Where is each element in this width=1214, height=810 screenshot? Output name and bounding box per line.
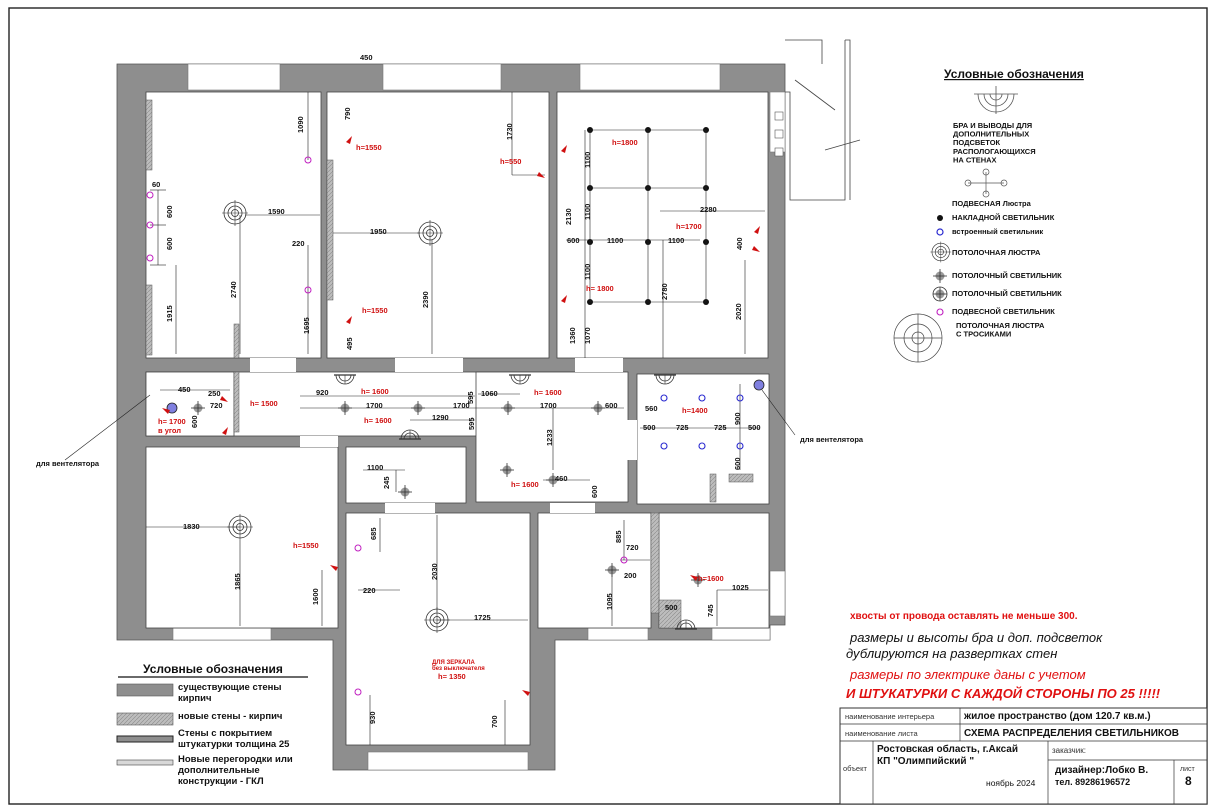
sheet-number: 8 [1185, 774, 1192, 788]
pendant-light-icon [937, 309, 943, 315]
dimension-label: 1865 [233, 573, 242, 590]
dimension-label: без выключателя [432, 666, 485, 672]
dimension-label: 920 [316, 388, 329, 397]
sheet-label: наименование листа [845, 729, 918, 738]
dimension-label: 595 [467, 417, 476, 430]
note-plaster-2: И ШТУКАТУРКИ С КАЖДОЙ СТОРОНЫ ПО 25 !!!!! [846, 686, 1161, 701]
new-wall-swatch [117, 713, 173, 725]
note-sconce-dims-2: дублируются на развертках стен [846, 646, 1058, 661]
dimension-label: 885 [614, 530, 623, 543]
legend-right-label: ПОДСВЕТОК [953, 138, 1001, 148]
dimension-label: 1095 [605, 593, 614, 610]
dimension-label: 1950 [370, 227, 387, 236]
ceiling-light-ring-icon [933, 287, 947, 301]
ceiling-chandelier-icon [930, 242, 951, 263]
dimension-label: 450 [360, 53, 373, 62]
dimension-label: 600 [165, 237, 174, 250]
dimension-label: h=1550 [362, 306, 388, 315]
legend-right-label: ПОТОЛОЧНАЯ ЛЮСТРА [956, 321, 1045, 330]
dimension-label: h=1700 [676, 222, 702, 231]
dimension-label: 2130 [564, 208, 573, 225]
legend-right-title: Условные обозначения [944, 67, 1084, 81]
interior-label: наименование интерьера [845, 712, 935, 721]
dimension-label: h= 1600 [511, 480, 539, 489]
sheet-number-label: лист [1180, 766, 1195, 773]
dimension-label: 685 [369, 527, 378, 540]
dimension-label: h=1600 [698, 574, 724, 583]
legend-right-label: ПОТОЛОЧНАЯ ЛЮСТРА [952, 248, 1041, 257]
dimension-label: 400 [735, 237, 744, 250]
wall-sconce-icon [974, 86, 1018, 114]
legend-right-label: встроенный светильник [952, 227, 1044, 236]
dimension-label: 1590 [268, 207, 285, 216]
dimension-label: 60 [152, 180, 161, 189]
dimension-label: 1025 [732, 583, 749, 592]
dimension-label: 1100 [668, 236, 685, 245]
dimension-label: h=1800 [612, 138, 638, 147]
existing-wall-swatch [117, 684, 173, 696]
legend-left-label: конструкции - ГКЛ [178, 776, 264, 787]
date: ноябрь 2024 [986, 778, 1036, 788]
dimension-label: 1090 [296, 116, 305, 133]
dimension-label: 1700 [453, 401, 470, 410]
dimension-label: 245 [382, 476, 391, 489]
dimension-label: 1100 [583, 263, 592, 280]
gkl-wall-swatch [117, 760, 173, 765]
dimension-label: 500 [665, 603, 678, 612]
fan-label-right: для вентелятора [800, 435, 864, 444]
note-plaster-1: размеры по электрике даны с учетом [850, 667, 1086, 682]
dimension-label: 700 [490, 715, 499, 728]
dimension-label: 1100 [583, 151, 592, 168]
title-block [840, 708, 1207, 804]
dimension-label: 500 [643, 423, 656, 432]
dimension-label: 900 [733, 412, 742, 425]
dimension-label: 1830 [183, 522, 200, 531]
dimension-label: 2780 [660, 283, 669, 300]
legend-left-label: существующие стены [178, 682, 282, 693]
dimension-label: 725 [676, 423, 689, 432]
dimension-label: 200 [624, 571, 637, 580]
dimension-label: 600 [733, 457, 742, 470]
dimension-label: 250 [208, 389, 221, 398]
dimension-label: 1600 [311, 588, 320, 605]
legend-right-label: НА СТЕНАХ [953, 155, 997, 165]
dimension-label: h= 1800 [586, 284, 614, 293]
legend-right-label: ПОДВЕСНАЯ Люстра [952, 199, 1031, 208]
note-wire-tails: хвосты от провода оставлять не меньше 300. [850, 611, 1078, 622]
dimension-label: 1700 [366, 401, 383, 410]
dimension-label: h=1550 [293, 541, 319, 550]
dimension-label: 2390 [421, 291, 430, 308]
phone: тел. 89286196572 [1055, 777, 1131, 787]
legend-right [894, 67, 1084, 362]
exterior-outline [785, 40, 860, 200]
legend-left-label: Стены с покрытием [178, 728, 273, 739]
legend-right-label: С ТРОСИКАМИ [956, 329, 1012, 339]
room-bathroom [637, 374, 769, 504]
dimension-label: 720 [210, 401, 223, 410]
legend-left-label: штукатурки толщина 25 [178, 739, 290, 750]
dimension-label: ДЛЯ ЗЕРКАЛА [432, 660, 475, 666]
object-line-2: КП "Олимпийский " [877, 756, 975, 767]
dimension-label: 1290 [432, 413, 449, 422]
dimension-label: 790 [343, 107, 352, 120]
legend-left-title: Условные обозначения [143, 662, 283, 676]
client-label: заказчик: [1052, 746, 1086, 755]
legend-left-label: Новые перегородки или [178, 754, 293, 765]
surface-light-icon [937, 215, 943, 221]
object-label: объект [843, 764, 867, 773]
dimension-label: 1915 [165, 305, 174, 322]
dimension-label: 2740 [229, 281, 238, 298]
object-line-1: Ростовская область, г.Аксай [877, 744, 1019, 755]
dimension-label: 595 [466, 391, 475, 404]
dimension-label: 1070 [583, 327, 592, 344]
legend-left-label: кирпич [178, 693, 212, 704]
dimension-label: 745 [706, 604, 715, 617]
dimension-label: 600 [165, 205, 174, 218]
dimension-label: 930 [368, 711, 377, 724]
recessed-light-icon [937, 229, 943, 235]
cable-chandelier-icon [894, 314, 942, 362]
fan-label-left: для вентелятора [36, 459, 100, 468]
dimension-label: 220 [292, 239, 305, 248]
dimension-label: 220 [363, 586, 376, 595]
dimension-label: 1100 [367, 463, 384, 472]
legend-right-label: ДОПОЛНИТЕЛЬНЫХ [953, 129, 1030, 139]
dimension-label: 460 [555, 474, 568, 483]
dimension-label: h= 1700 [158, 417, 186, 426]
dimension-label: 500 [748, 423, 761, 432]
dimension-label: 720 [626, 543, 639, 552]
ceiling-light-cross-icon [933, 269, 947, 283]
dimension-label: 1730 [505, 123, 514, 140]
legend-right-label: РАСПОЛОГАЮЩИХСЯ [953, 146, 1036, 156]
dimension-label: 1060 [481, 389, 498, 398]
legend-left-label: дополнительные [178, 765, 260, 776]
dimension-label: 725 [714, 423, 727, 432]
dimension-label: 2020 [734, 303, 743, 320]
legend-right-label: ПОТОЛОЧНЫЙ СВЕТИЛЬНИК [952, 289, 1062, 298]
dimension-label: 495 [345, 337, 354, 350]
dimension-label: h=550 [500, 157, 522, 166]
dimension-label: h=1400 [682, 406, 708, 415]
dimension-label: h= 1600 [361, 387, 389, 396]
legend-right-label: БРА И ВЫВОДЫ ДЛЯ [953, 121, 1033, 130]
dimension-label: 1360 [568, 327, 577, 344]
dimension-label: 1695 [302, 317, 311, 334]
dimension-label: h= 1600 [364, 416, 392, 425]
dimension-label: 600 [567, 236, 580, 245]
rooms [146, 92, 769, 745]
dimension-label: h= 1600 [534, 388, 562, 397]
dimension-label: 1700 [540, 401, 557, 410]
dimension-label: 1100 [583, 203, 592, 220]
dimension-label: 600 [590, 485, 599, 498]
dimension-label: 600 [605, 401, 618, 410]
dimension-label: в угол [158, 426, 182, 435]
dimension-label: 560 [645, 404, 658, 413]
room-bedroom-3 [346, 513, 530, 745]
legend-right-label: НАКЛАДНОЙ СВЕТИЛЬНИК [952, 213, 1055, 222]
dimension-label: h= 1350 [438, 672, 466, 681]
note-sconce-dims-1: размеры и высоты бра и доп. подсветок [850, 630, 1103, 645]
pendant-chandelier-icon [965, 169, 1007, 197]
dimension-label: 2030 [430, 563, 439, 580]
dimension-label: 2280 [700, 205, 717, 214]
dimension-label: 1100 [607, 236, 624, 245]
dimension-label: h=1550 [356, 143, 382, 152]
legend-left [117, 662, 308, 787]
dimension-label: 450 [178, 385, 191, 394]
legend-right-label: ПОТОЛОЧНЫЙ СВЕТИЛЬНИК [952, 271, 1062, 280]
sheet-value: СХЕМА РАСПРЕДЕЛЕНИЯ СВЕТИЛЬНИКОВ [964, 728, 1180, 739]
interior-value: жилое пространство (дом 120.7 кв.м.) [964, 711, 1151, 722]
legend-right-label: ПОДВЕСНОЙ СВЕТИЛЬНИК [952, 307, 1055, 316]
floor-plan [117, 40, 860, 770]
wall-openings-right [775, 112, 783, 156]
legend-left-label: новые стены - кирпич [178, 711, 283, 722]
dimension-label: 600 [190, 415, 199, 428]
dimension-label: h= 1500 [250, 399, 278, 408]
dimension-label: 1725 [474, 613, 491, 622]
plaster-wall-swatch [117, 736, 173, 742]
designer: дизайнер:Лобко В. [1055, 765, 1149, 776]
dimension-label: 1233 [545, 429, 554, 446]
